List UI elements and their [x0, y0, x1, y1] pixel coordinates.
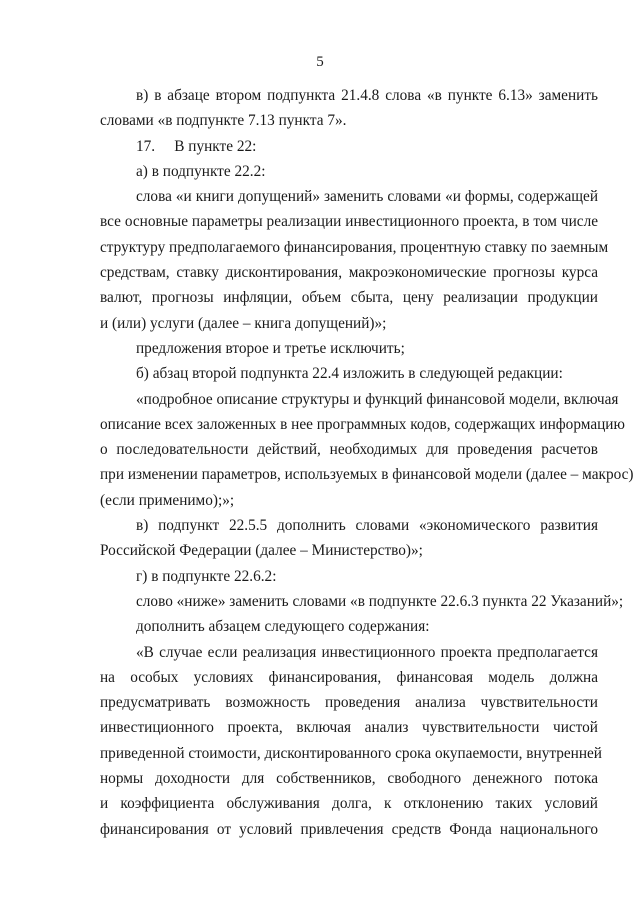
text-line: описание всех заложенных в нее программных кодов, содержащих информацию [100, 415, 625, 433]
text-line: слова «и книги допущений» заменить словами «и формы, содержащей [136, 188, 598, 206]
text-line: и коэффициента обслуживания долга, к отклонению таких условий [100, 795, 598, 813]
text-line: слово «ниже» заменить словами «в подпункте 22.6.3 пункта 22 Указаний»; [136, 592, 624, 610]
text-line: предложения второе и третье исключить; [136, 339, 405, 357]
text-line: валют, прогнозы инфляции, объем сбыта, цену реализации продукции [100, 289, 598, 307]
text-line: средствам, ставку дисконтирования, макроэкономические прогнозы курса [100, 264, 598, 282]
text-line: в) в абзаце втором подпункта 21.4.8 слова «в пункте 6.13» заменить [136, 87, 598, 104]
text-line: финансирования от условий привлечения средств Фонда национального [100, 820, 598, 838]
text-line: о последовательности действий, необходимых для проведения расчетов [100, 441, 598, 459]
page-number: 5 [316, 54, 324, 70]
text-line: приведенной стоимости, дисконтированного срока окупаемости, внутренней [100, 744, 602, 762]
document-body [100, 83, 634, 842]
text-line: Российской Федерации (далее – Министерство)»; [100, 542, 423, 560]
text-line: «подробное описание структуры и функций финансовой модели, включая [136, 390, 619, 408]
text-line: г) в подпункте 22.6.2: [136, 567, 277, 585]
text-line: нормы доходности для собственников, свободного денежного потока [100, 770, 598, 788]
text-line: б) абзац второй подпункта 22.4 изложить в следующей редакции: [136, 365, 563, 383]
text-line: инвестиционного проекта, включая анализ чувствительности чистой [100, 719, 598, 737]
text-line: (если применимо);»; [100, 491, 235, 509]
text-line: в) подпункт 22.5.5 дополнить словами «экономического развития [136, 517, 598, 535]
text-line: и (или) услуги (далее – книга допущений)»; [100, 314, 387, 332]
text-line: на особых условиях финансирования, финансовая модель должна [100, 668, 598, 686]
text-line: предусматривать возможность проведения анализа чувствительности [100, 694, 598, 712]
text-line: дополнить абзацем следующего содержания: [136, 618, 430, 636]
text-line: «В случае если реализация инвестиционного проекта предполагается [136, 643, 598, 661]
text-line: структуру предполагаемого финансирования, процентную ставку по заемным [100, 238, 609, 256]
text-line: словами «в подпункте 7.13 пункта 7». [100, 112, 347, 130]
text-line: все основные параметры реализации инвестиционного проекта, в том числе [100, 213, 598, 231]
text-line: при изменении параметров, используемых в финансовой модели (далее – макрос) [100, 466, 634, 484]
text-line: 17. В пункте 22: [136, 137, 257, 155]
text-line: а) в подпункте 22.2: [136, 162, 266, 180]
